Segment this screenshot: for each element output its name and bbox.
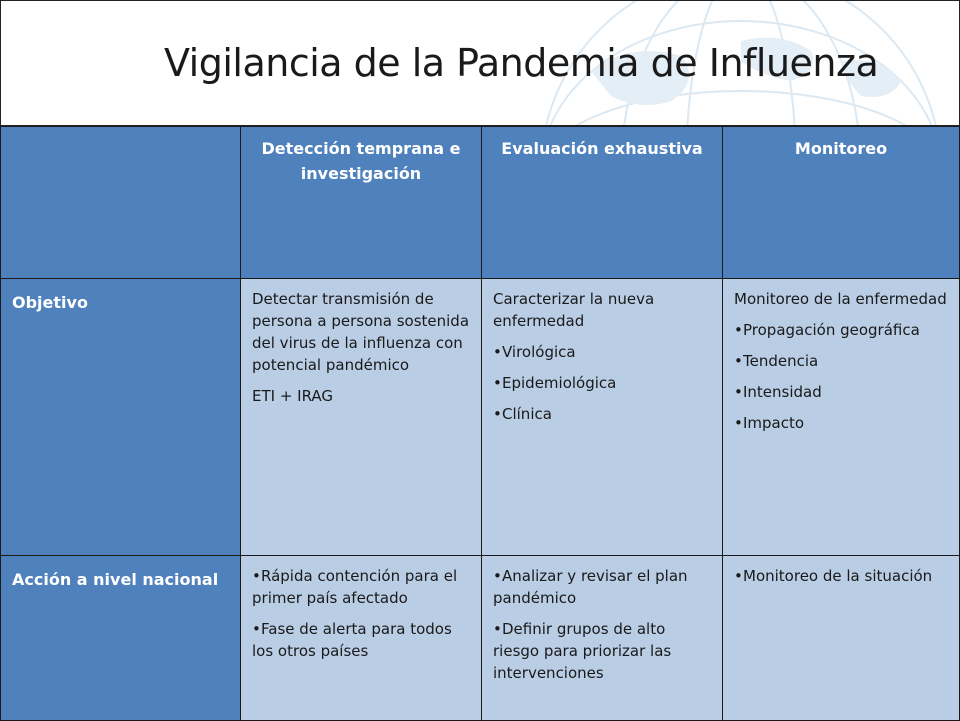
cell-objetivo-deteccion	[241, 279, 482, 556]
column-header-label: Monitoreo	[794, 139, 888, 158]
corner-label	[2, 128, 239, 136]
bullet-dot-icon: •	[493, 374, 502, 392]
bullet-item	[734, 350, 948, 372]
bullet-dot-icon: •	[734, 321, 743, 339]
bullet-item	[493, 372, 711, 394]
bullet-item	[493, 618, 711, 684]
cell-accion-monitoreo	[723, 556, 960, 721]
slide-title: Vigilancia de la Pandemia de Influenza	[164, 41, 879, 85]
column-header-monitoreo	[723, 127, 960, 279]
cell-accion-evaluacion	[482, 556, 723, 721]
column-header-evaluacion	[482, 127, 723, 279]
bullet-item	[493, 403, 711, 425]
column-header-label: Detección temprana e investigación	[261, 139, 461, 183]
table-header-row	[1, 127, 960, 279]
comparison-table	[0, 126, 960, 721]
bullet-dot-icon: •	[493, 405, 502, 423]
bullet-text: Fase de alerta para todos los otros países	[252, 620, 452, 660]
bullet-text: Tendencia	[743, 352, 819, 370]
bullet-item	[252, 618, 470, 662]
bullet-text: Rápida contención para el primer país afectado	[252, 567, 458, 607]
row-header-accion-nacional	[1, 556, 241, 721]
bullet-text: Intensidad	[743, 383, 822, 401]
cell-accion-deteccion	[241, 556, 482, 721]
bullet-dot-icon: •	[252, 620, 261, 638]
bullet-item	[493, 565, 711, 609]
row-header-objetivo	[1, 279, 241, 556]
bullet-item	[734, 381, 948, 403]
cell-text: ETI + IRAG	[252, 387, 334, 405]
cell-text: Caracterizar la nueva enfermedad	[493, 290, 655, 330]
bullet-dot-icon: •	[252, 567, 261, 585]
table-row-objetivo	[1, 279, 960, 556]
slide-header	[0, 0, 960, 126]
bullet-dot-icon: •	[493, 567, 502, 585]
bullet-dot-icon: •	[734, 352, 743, 370]
bullet-text: Virológica	[502, 343, 576, 361]
bullet-text: Epidemiológica	[502, 374, 617, 392]
bullet-dot-icon: •	[734, 567, 743, 585]
comparison-table-container	[0, 126, 960, 720]
cell-text: Monitoreo de la enfermedad	[734, 290, 947, 308]
cell-text: Detectar transmisión de persona a persona sostenida del virus de la influenza con potencial pandémico	[252, 290, 470, 374]
row-header-label: Objetivo	[12, 293, 88, 312]
table-row-accion-nacional	[1, 556, 960, 721]
bullet-dot-icon: •	[493, 343, 502, 361]
bullet-dot-icon: •	[734, 414, 743, 432]
row-header-label: Acción a nivel nacional	[12, 570, 219, 589]
cell-objetivo-monitoreo	[723, 279, 960, 556]
bullet-item	[734, 319, 948, 341]
bullet-text: Analizar y revisar el plan pandémico	[493, 567, 688, 607]
bullet-item	[734, 565, 948, 587]
bullet-item	[252, 565, 470, 609]
bullet-item	[734, 412, 948, 434]
bullet-text: Propagación geográfica	[743, 321, 920, 339]
bullet-item	[493, 341, 711, 363]
cell-objetivo-evaluacion	[482, 279, 723, 556]
column-header-label: Evaluación exhaustiva	[501, 139, 703, 158]
column-header-deteccion	[241, 127, 482, 279]
bullet-text: Definir grupos de alto riesgo para priorizar las intervenciones	[493, 620, 672, 682]
bullet-text: Clínica	[502, 405, 552, 423]
bullet-text: Monitoreo de la situación	[743, 567, 933, 585]
bullet-dot-icon: •	[734, 383, 743, 401]
table-corner-cell	[1, 127, 241, 279]
bullet-text: Impacto	[743, 414, 805, 432]
bullet-dot-icon: •	[493, 620, 502, 638]
